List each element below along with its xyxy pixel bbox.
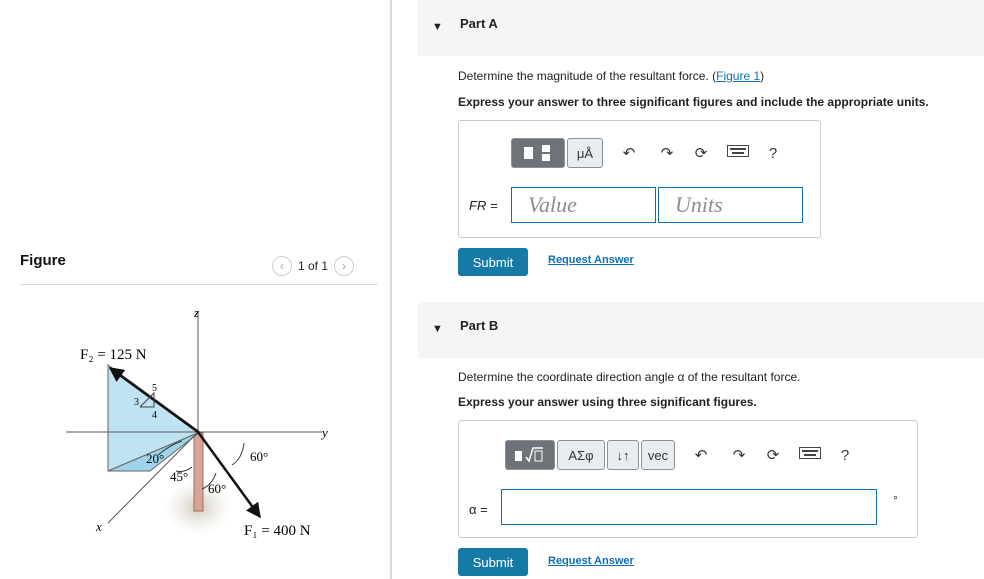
units-button[interactable]: μÅ [567,138,603,168]
part-a-title: Part A [460,16,498,31]
keyboard-icon[interactable] [799,446,821,464]
alpha-label: α = [469,502,488,517]
part-b-request-answer-link[interactable]: Request Answer [548,555,634,567]
figure-link[interactable]: Figure 1 [716,69,761,83]
alpha-input[interactable] [501,489,877,525]
degree-unit: ° [893,493,898,507]
part-b-instruction: Express your answer using three significant figures. [458,395,757,409]
part-a-toolbar [511,138,783,168]
keyboard-icon[interactable] [727,144,749,162]
arrows-button[interactable]: ↓↑ [607,440,639,470]
collapse-triangle-icon[interactable]: ▼ [432,323,443,335]
pager-text: 1 of 1 [298,259,329,273]
force-diagram [60,295,350,555]
templates-icon[interactable] [505,440,555,470]
tri-4-label: 4 [152,410,157,421]
angle-60a-label: 60° [250,449,269,464]
vec-button[interactable]: vec [641,440,675,470]
greek-symbols-button[interactable]: ΑΣφ [557,440,605,470]
collapse-triangle-icon[interactable]: ▼ [432,21,443,33]
f2-label: F₂ = 125 N [80,347,147,363]
part-a-question: Determine the magnitude of the resultant force. (Figure 1) [458,69,765,83]
tri-3-label: 3 [134,397,139,408]
tri-5-label: 5 [152,383,157,394]
part-b-header[interactable] [418,302,984,358]
angle-45-label: 45° [170,469,189,484]
figure-divider [20,284,378,285]
post [194,433,203,511]
figure-title: Figure [20,252,66,269]
redo-icon[interactable]: ↷ [732,447,746,464]
part-a-header[interactable] [418,0,984,56]
units-input[interactable]: Units [658,187,803,223]
value-input[interactable]: Value [511,187,656,223]
panel-divider [390,0,392,579]
reset-icon[interactable]: ⟳ [766,447,780,464]
angle-arc-60a [232,443,244,465]
part-b-submit-button[interactable]: Submit [458,548,528,576]
chevron-right-icon[interactable]: › [334,256,354,276]
figure-pager [272,256,354,276]
axis-z-label: z [194,305,200,320]
f1-label: F₁ = 400 N [244,523,311,539]
undo-icon[interactable]: ↶ [622,145,636,162]
axis-y-label: y [322,425,328,440]
part-b-question: Determine the coordinate direction angle α of the resultant force. [458,370,801,384]
fr-label: FR = [469,198,498,213]
axis-x-label: x [96,519,102,534]
part-a-submit-button[interactable]: Submit [458,248,528,276]
figure-panel [0,0,390,579]
chevron-left-icon[interactable]: ‹ [272,256,292,276]
templates-icon[interactable] [511,138,565,168]
part-a-answer-box [458,120,821,238]
angle-20-label: 20° [146,451,165,466]
angle-60b-label: 60° [208,481,227,496]
part-a-request-answer-link[interactable]: Request Answer [548,254,634,266]
help-button[interactable]: ? [768,144,778,162]
part-a-instruction: Express your answer to three significant figures and include the appropriate units. [458,95,929,109]
part-b-toolbar [505,440,855,470]
redo-icon[interactable]: ↷ [660,145,674,162]
part-b-answer-box [458,420,918,538]
help-button[interactable]: ? [840,446,850,464]
undo-icon[interactable]: ↶ [694,447,708,464]
part-b-title: Part B [460,318,499,333]
reset-icon[interactable]: ⟳ [694,145,708,162]
